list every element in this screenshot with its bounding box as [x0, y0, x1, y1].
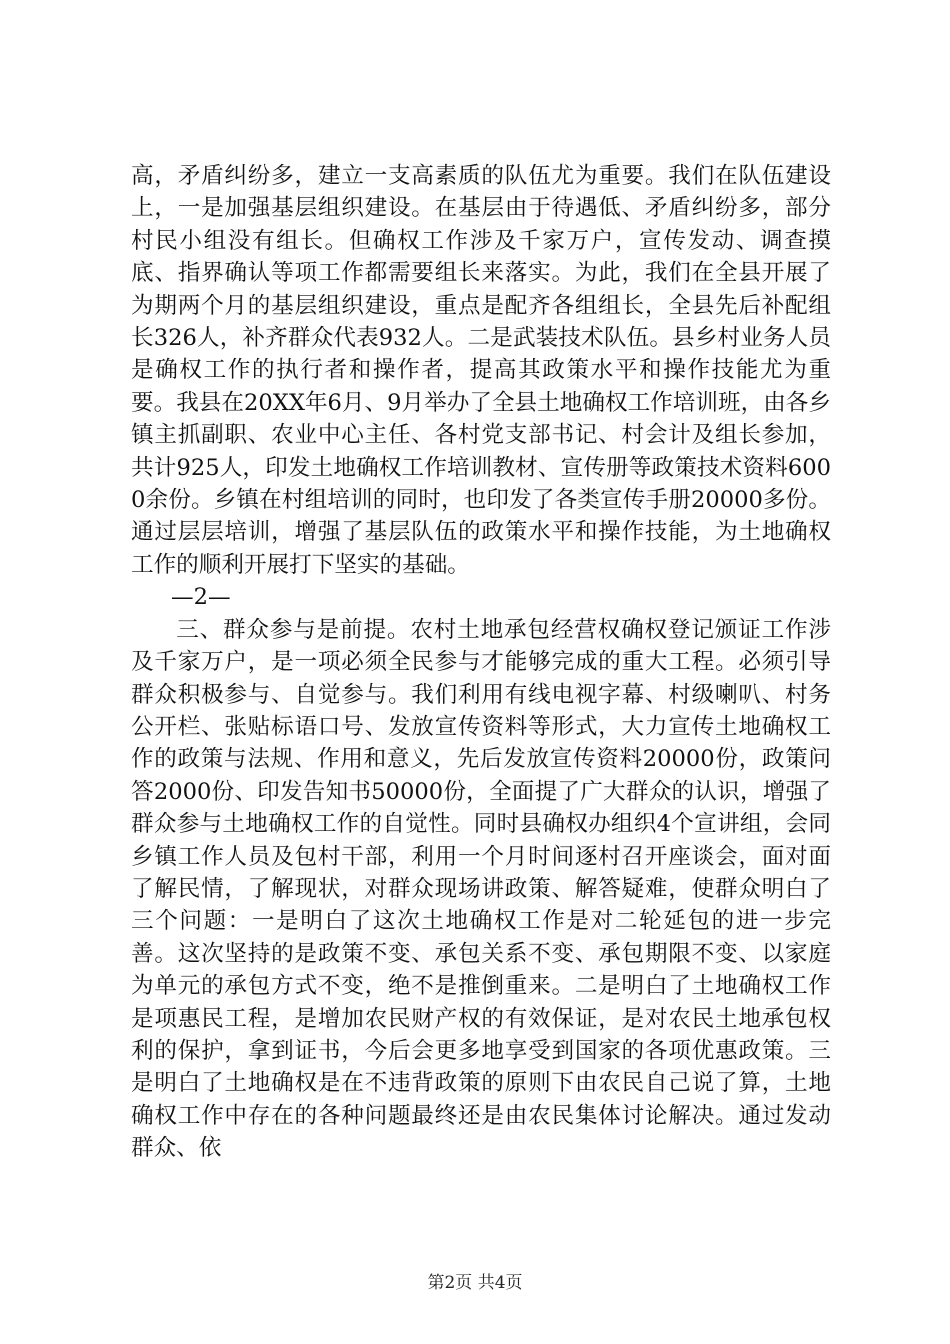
paragraph-public-participation: 三、群众参与是前提。农村土地承包经营权确权登记颁证工作涉及千家万户，是一项必须全民参与才能够完成的重大工程。必须引导群众积极参与、自觉参与。我们利用有线电视字幕、村级喇叭、村务公开栏、张贴标语口号、发放宣传资料等形式，大力宣传土地确权工作的政策与法规、作用和意义，先后发放宣传资料20000份，政策问答2000份、印发告知书50000份，全面提了广大群众的认识，增强了群众参与土地确权工作的自觉性。同时县确权办组织4个宣讲组，会同乡镇工作人员及包村干部，利用一个月时间逐村召开座谈会，面对面了解民情，了解现状，对群众现场讲政策、解答疑难，使群众明白了三个问题：一是明白了这次土地确权工作是对二轮延包的进一步完善。这次坚持的是政策不变、承包关系不变、承包期限不变、以家庭为单元的承包方式不变，绝不是推倒重来。二是明白了土地确权工作是项惠民工程，是增加农民财产权的有效保证，是对农民土地承包权利的保护，拿到证书，今后会更多地享受到国家的各项优惠政策。三是明白了土地确权是在不违背政策的原则下由农民自己说了算，土地确权工作中存在的各种问题最终还是由农民集体讨论解决。通过发动群众、依	[131, 616, 831, 1162]
page-marker: —2—	[171, 584, 231, 611]
document-body	[131, 160, 831, 1165]
paragraph-team-building: 高，矛盾纠纷多，建立一支高素质的队伍尤为重要。我们在队伍建设上，一是加强基层组织建设。在基层由于待遇低、矛盾纠纷多，部分村民小组没有组长。但确权工作涉及千家万户，宣传发动、调查摸底、指界确认等项工作都需要组长来落实。为此，我们在全县开展了为期两个月的基层组织建设，重点是配齐各组组长，全县先后补配组长326人，补齐群众代表932人。二是武装技术队伍。县乡村业务人员是确权工作的执行者和操作者，提高其政策水平和操作技能尤为重要。我县在20XX年6月、9月举办了全县土地确权工作培训班，由各乡镇主抓副职、农业中心主任、各村党支部书记、村会计及组长参加，共计925人，印发土地确权工作培训教材、宣传册等政策技术资料6000余份。乡镇在村组培训的同时，也印发了各类宣传手册20000多份。通过层层培训，增强了基层队伍的政策水平和操作技能，为土地确权工作的顺利开展打下坚实的基础。	[131, 163, 831, 578]
page-footer: 第2页 共4页	[427, 1273, 523, 1293]
